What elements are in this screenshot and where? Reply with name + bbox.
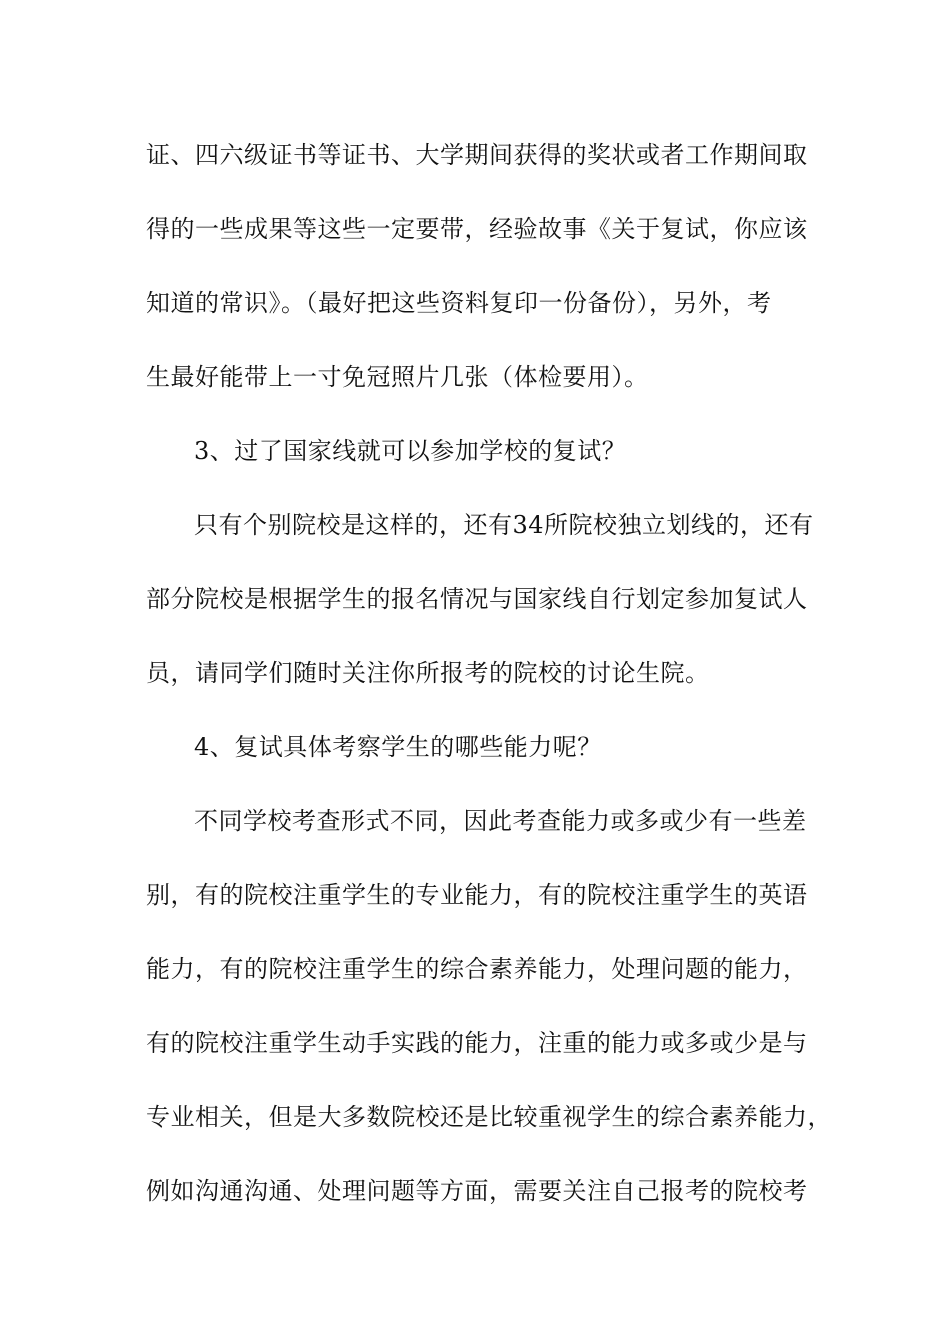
text-line: 只有个别院校是这样的，还有34所院校独立划线的，还有: [194, 511, 814, 539]
text-line: 得的一些成果等这些一定要带，经验故事《关于复试，你应该: [146, 215, 808, 243]
question-heading: 3、过了国家线就可以参加学校的复试？: [194, 437, 627, 465]
text-line: 不同学校考查形式不同，因此考查能力或多或少有一些差: [194, 807, 807, 835]
text-line: 专业相关，但是大多数院校还是比较重视学生的综合素养能力，: [146, 1103, 832, 1131]
text-line: 知道的常识》。（最好把这些资料复印一份备份），另外，考: [146, 289, 772, 317]
text-line: 有的院校注重学生动手实践的能力，注重的能力或多或少是与: [146, 1029, 808, 1057]
text-line: 别，有的院校注重学生的专业能力，有的院校注重学生的英语: [146, 881, 808, 909]
text-line: 例如沟通沟通、处理问题等方面，需要关注自己报考的院校考: [146, 1177, 808, 1205]
text-line: 部分院校是根据学生的报名情况与国家线自行划定参加复试人: [146, 585, 808, 613]
text-line: 能力，有的院校注重学生的综合素养能力，处理问题的能力，: [146, 955, 808, 983]
question-heading: 4、复试具体考察学生的哪些能力呢？: [194, 733, 602, 761]
text-line: 证、四六级证书等证书、大学期间获得的奖状或者工作期间取: [146, 141, 808, 169]
text-line: 员，请同学们随时关注你所报考的院校的讨论生院。: [146, 659, 710, 687]
text-line: 生最好能带上一寸免冠照片几张（体检要用）。: [146, 363, 649, 391]
